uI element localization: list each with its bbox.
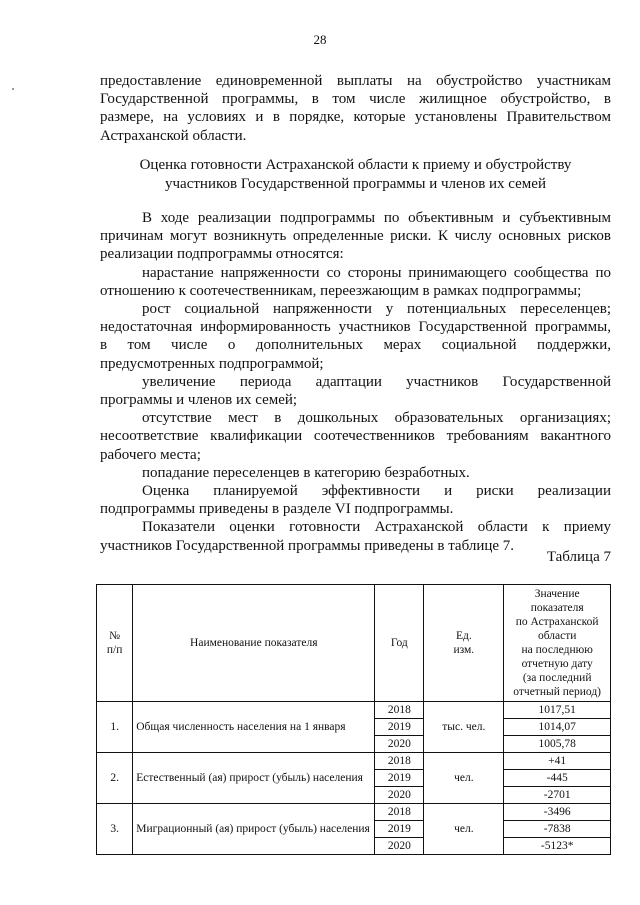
header-unit: Ед. изм. xyxy=(424,585,504,702)
body-line: рост социальной напряженности у потенциальных переселенцев; xyxy=(142,301,611,318)
intro-paragraph xyxy=(100,72,611,145)
row-value: -445 xyxy=(504,770,611,787)
row-year: 2018 xyxy=(375,702,424,719)
table-row xyxy=(97,753,611,770)
body-line: подпрограммы приведены в разделе VI подпрограммы. xyxy=(100,501,454,518)
body-text xyxy=(100,209,611,555)
body-line: увеличение периода адаптации участников Государственной xyxy=(142,373,611,390)
table-row xyxy=(97,702,611,719)
header-value: Значение показателя по Астраханской области на последнюю отчетную дату (за последний отчетный период) xyxy=(504,585,611,702)
row-year: 2020 xyxy=(375,787,424,804)
row-unit: чел. xyxy=(424,804,504,855)
row-value: -7838 xyxy=(504,821,611,838)
row-value: +41 xyxy=(504,753,611,770)
row-year: 2018 xyxy=(375,804,424,821)
body-line: Показатели оценки готовности Астраханской области к приему xyxy=(142,519,611,536)
row-name: Общая численность населения на 1 января xyxy=(133,702,375,753)
header-name: Наименование показателя xyxy=(133,585,375,702)
body-line: попадание переселенцев в категорию безработных. xyxy=(142,464,470,481)
row-year: 2019 xyxy=(375,821,424,838)
intro-line: размере, на условиях и в порядке, которые установлены Правительством xyxy=(100,109,611,126)
indicators-table xyxy=(96,584,611,855)
row-value: -5123* xyxy=(504,838,611,855)
table-label: Таблица 7 xyxy=(546,549,611,565)
body-line: участников Государственной программы приведены в таблице 7. xyxy=(100,537,515,554)
body-line: В ходе реализации подпрограммы по объективным и субъективным xyxy=(142,210,611,226)
row-value: 1014,07 xyxy=(504,719,611,736)
row-value: -3496 xyxy=(504,804,611,821)
body-line: программы и членов их семей; xyxy=(100,392,298,409)
heading-line: участников Государственной программы и членов их семей xyxy=(165,176,546,192)
row-value: -2701 xyxy=(504,787,611,804)
intro-line: предоставление единовременной выплаты на обустройство участникам xyxy=(100,73,611,89)
body-line: предусмотренных подпрограммой; xyxy=(100,355,324,372)
body-line: причинам могут возникнуть определенные риски. К числу основных рисков xyxy=(100,228,611,245)
row-year: 2018 xyxy=(375,753,424,770)
body-line: рабочего места; xyxy=(100,446,201,463)
body-line: отношению к соотечественникам, переезжающим в рамках подпрограммы; xyxy=(100,282,582,299)
body-line: недостаточная информированность участников Государственной программы, xyxy=(100,319,611,336)
row-unit: чел. xyxy=(424,753,504,804)
row-year: 2019 xyxy=(375,719,424,736)
row-year: 2019 xyxy=(375,770,424,787)
row-year: 2020 xyxy=(375,736,424,753)
row-number: 2. xyxy=(97,753,133,804)
row-name: Миграционный (ая) прирост (убыль) населения xyxy=(133,804,375,855)
row-value: 1017,51 xyxy=(504,702,611,719)
body-line: нарастание напряженности со стороны принимающего сообщества по xyxy=(142,264,611,281)
body-line: отсутствие мест в дошкольных образовательных организациях; xyxy=(142,410,611,427)
intro-line: Астраханской области. xyxy=(100,127,247,144)
row-name: Естественный (ая) прирост (убыль) населения xyxy=(133,753,375,804)
row-number: 3. xyxy=(97,804,133,855)
intro-line: Государственной программы, в том числе жилищное обустройство, в xyxy=(100,91,611,108)
row-year: 2020 xyxy=(375,838,424,855)
margin-dot xyxy=(12,88,14,90)
section-heading xyxy=(100,156,611,194)
body-line: Оценка планируемой эффективности и риски реализации xyxy=(142,483,611,500)
body-line: в том числе о дополнительных мерах социальной поддержки, xyxy=(100,337,611,354)
header-year: Год xyxy=(375,585,424,702)
body-line: несоответствие квалификации соотечественников требованиям вакантного xyxy=(100,428,611,445)
row-number: 1. xyxy=(97,702,133,753)
table-header-row xyxy=(97,585,611,702)
heading-line: Оценка готовности Астраханской области к приему и обустройству xyxy=(139,157,572,173)
row-value: 1005,78 xyxy=(504,736,611,753)
table-row xyxy=(97,804,611,821)
page-number: 28 xyxy=(313,32,327,47)
row-unit: тыс. чел. xyxy=(424,702,504,753)
header-num: № п/п xyxy=(97,585,133,702)
body-line: реализации подпрограммы относятся: xyxy=(100,246,344,263)
